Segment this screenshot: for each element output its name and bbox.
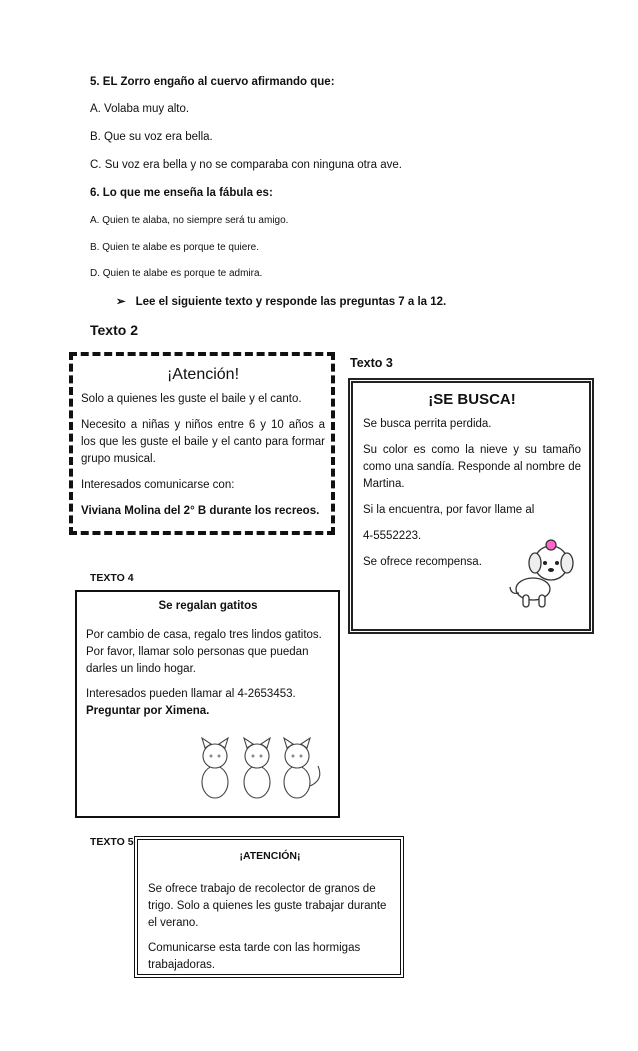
texto4-heading: TEXTO 4 [90, 572, 134, 584]
instruction-text: Lee el siguiente texto y responde las preguntas 7 a la 12. [135, 296, 447, 308]
texto2-notice [69, 352, 335, 535]
texto4-title: Se regalan gatitos [158, 600, 258, 612]
question-6-stem: 6. Lo que me enseña la fábula es: [90, 187, 273, 199]
texto2-line-3: Interesados comunicarse con: [81, 479, 235, 491]
texto2-line-2: Necesito a niñas y niños entre 6 y 10 años a los que les guste el baile y el canto para formar grupo musical. [81, 419, 325, 465]
texto2-heading: Texto 2 [90, 322, 138, 338]
texto4-contact-line: Interesados pueden llamar al 4-2653453. [86, 688, 296, 700]
texto3-line-3: Si la encuentra, por favor llame al [363, 504, 535, 516]
instruction-line [116, 294, 446, 308]
question-5-option-b: B. Que su voz era bella. [90, 131, 213, 143]
texto5-notice [134, 836, 404, 978]
texto4-contact-name: Preguntar por Ximena. [86, 705, 210, 717]
texto5-contact: Comunicarse esta tarde con las hormigas trabajadoras. [148, 942, 361, 971]
texto3-line-4: 4-5552223. [363, 530, 422, 542]
arrow-bullet-icon: ➢ [116, 296, 126, 308]
question-5-stem: 5. EL Zorro engaño al cuervo afirmando que: [90, 76, 335, 88]
texto4-body: Por cambio de casa, regalo tres lindos gatitos. Por favor, llamar solo personas que puedan darles un lindo hogar. [86, 629, 322, 675]
texto4-notice [75, 590, 340, 818]
texto3-line-5: Se ofrece recompensa. [363, 556, 482, 568]
texto2-line-1: Solo a quienes les guste el baile y el canto. [81, 393, 302, 405]
texto2-title: ¡Atención! [166, 366, 240, 383]
texto3-line-2: Su color es como la nieve y su tamaño como una sandía. Responde al nombre de Martina. [363, 444, 581, 490]
question-6-option-b: B. Quien te alabe es porque te quiere. [90, 242, 260, 253]
puppy-illustration [503, 533, 581, 613]
texto5-title: ¡ATENCIÓN¡ [239, 850, 301, 862]
texto3-notice [348, 378, 594, 634]
question-6-option-a: A. Quien te alaba, no siempre será tu amigo. [90, 215, 289, 226]
texto3-heading: Texto 3 [350, 356, 393, 370]
texto3-line-1: Se busca perrita perdida. [363, 418, 492, 430]
question-5-option-a: A. Volaba muy alto. [90, 103, 190, 115]
question-5-option-c: C. Su voz era bella y no se comparaba con ninguna otra ave. [90, 159, 402, 171]
texto5-heading: TEXTO 5 [90, 836, 134, 848]
texto2-contact: Viviana Molina del 2° B durante los recreos. [81, 505, 320, 517]
three-kittens-illustration [191, 736, 327, 802]
question-6-option-d: D. Quien te alabe es porque te admira. [90, 268, 263, 279]
texto5-body: Se ofrece trabajo de recolector de granos de trigo. Solo a quienes les guste trabajar durante el verano. [148, 883, 387, 929]
texto3-title: ¡SE BUSCA! [428, 391, 516, 408]
